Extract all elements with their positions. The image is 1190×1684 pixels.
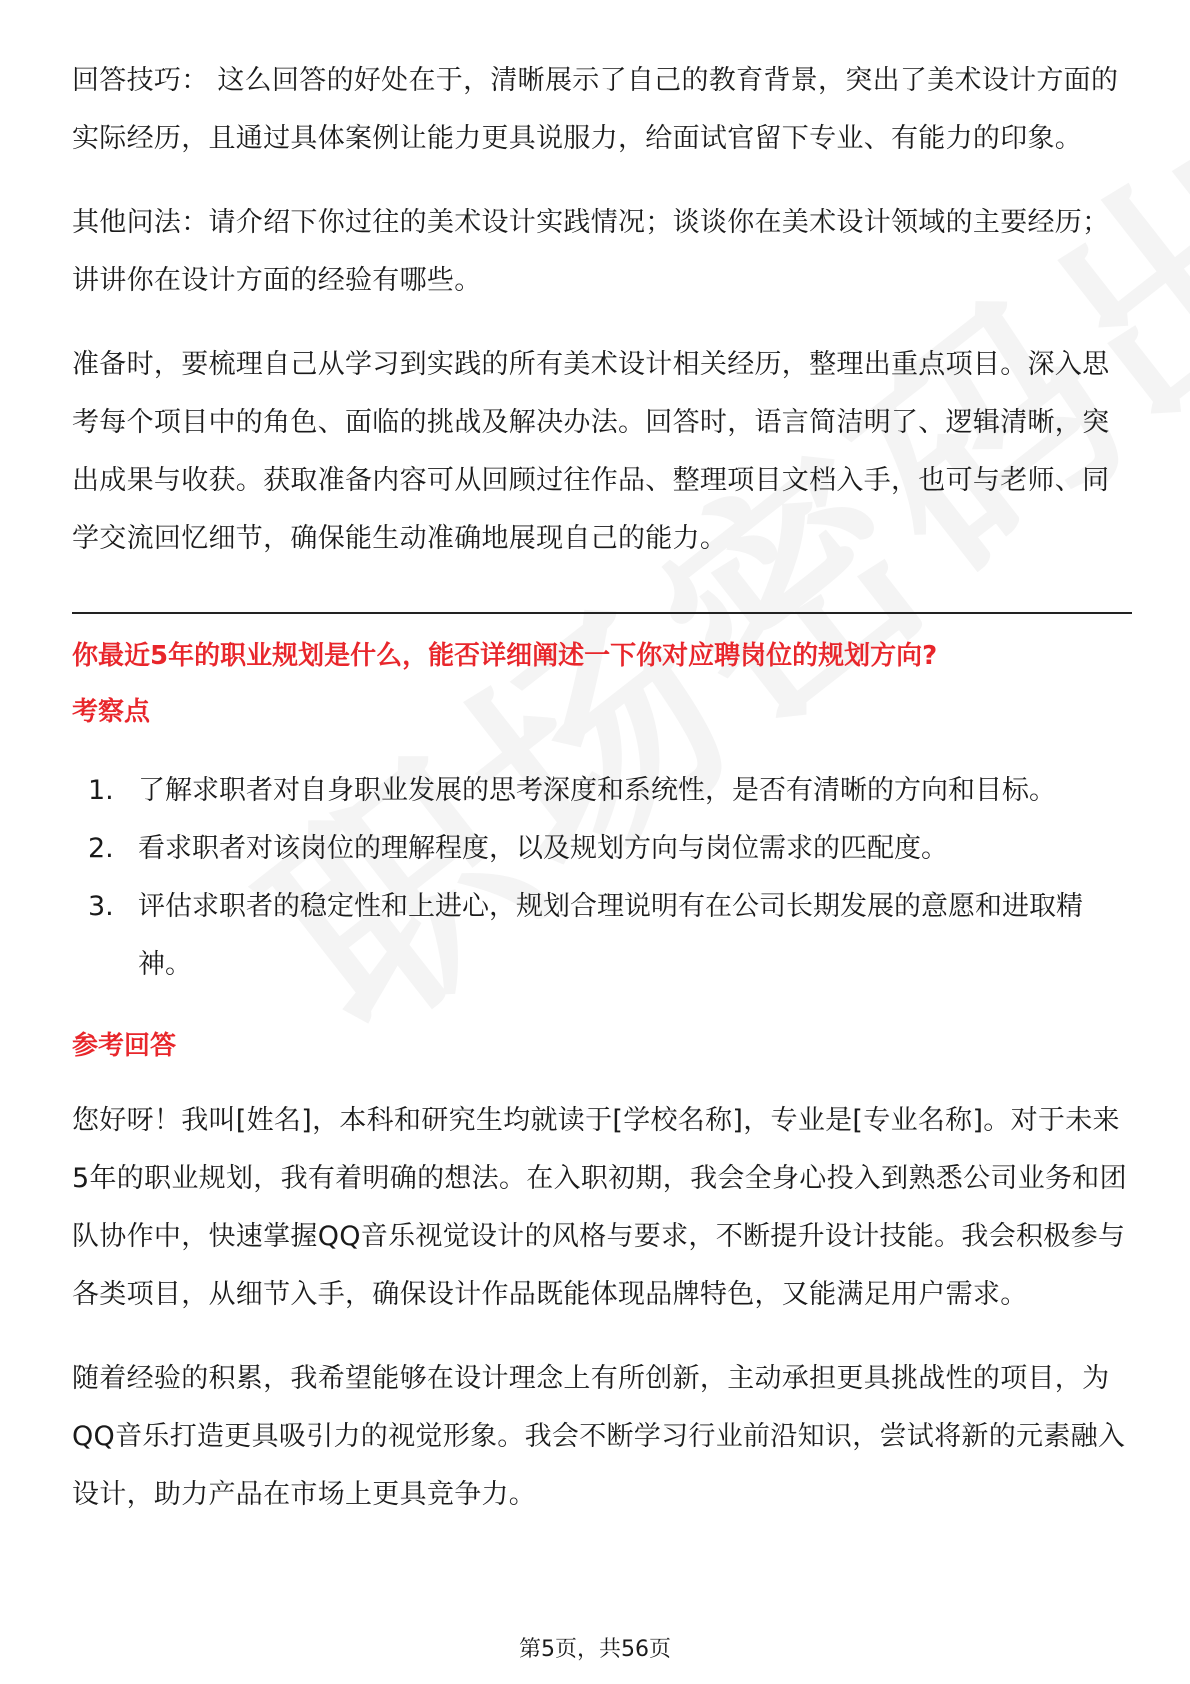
list-item — [72, 878, 1132, 994]
page-footer: 第5页，共56页 — [519, 1637, 671, 1662]
preparation-paragraph: 准备时，要梳理自己从学习到实践的所有美术设计相关经历，整理出重点项目。深入思考每个项目中的角色、面临的挑战及解决办法。回答时，语言简洁明了、逻辑清晰，突出成果与收获。获取准备内容可从回顾过往作品、整理项目文档入手，也可与老师、同学交流回忆细节，确保能生动准确地展现自己的能力。 — [72, 349, 1110, 554]
list-item-text: 评估求职者的稳定性和上进心，规划合理说明有在公司长期发展的意愿和进取精神。 — [138, 891, 1083, 980]
list-item-text: 了解求职者对自身职业发展的思考深度和系统性，是否有清晰的方向和目标。 — [138, 775, 1056, 806]
document-page — [72, 52, 1132, 1524]
list-item-number: 1. — [88, 775, 114, 806]
list-item-number: 2. — [88, 833, 114, 864]
list-item — [72, 762, 1132, 820]
answer-paragraph: 您好呀！我叫[姓名]，本科和研究生均就读于[学校名称]，专业是[专业名称]。对于未来5年的职业规划，我有着明确的想法。在入职初期，我会全身心投入到熟悉公司业务和团队协作中，快速掌握QQ音乐视觉设计的风格与要求，不断提升设计技能。我会积极参与各类项目，从细节入手，确保设计作品既能体现品牌特色，又能满足用户需求。 — [72, 1105, 1127, 1310]
answer-paragraph: 随着经验的积累，我希望能够在设计理念上有所创新，主动承担更具挑战性的项目，为QQ音乐打造更具吸引力的视觉形象。我会不断学习行业前沿知识，尝试将新的元素融入设计，助力产品在市场上更具竞争力。 — [72, 1363, 1126, 1510]
list-item — [72, 820, 1132, 878]
section-divider — [72, 612, 1132, 614]
question-heading: 你最近5年的职业规划是什么，能否详细阐述一下你对应聘岗位的规划方向? — [72, 641, 938, 671]
list-item-number: 3. — [88, 891, 114, 922]
points-list — [72, 762, 1132, 994]
list-item-text: 看求职者对该岗位的理解程度，以及规划方向与岗位需求的匹配度。 — [138, 833, 948, 864]
answer-label: 参考回答 — [72, 1031, 177, 1061]
tips-paragraph: 回答技巧： 这么回答的好处在于，清晰展示了自己的教育背景，突出了美术设计方面的实际经历，且通过具体案例让能力更具说服力，给面试官留下专业、有能力的印象。 — [72, 65, 1119, 154]
other-questions-paragraph: 其他问法：请介绍下你过往的美术设计实践情况；谈谈你在美术设计领域的主要经历；讲讲你在设计方面的经验有哪些。 — [72, 207, 1110, 296]
points-label: 考察点 — [72, 697, 151, 727]
